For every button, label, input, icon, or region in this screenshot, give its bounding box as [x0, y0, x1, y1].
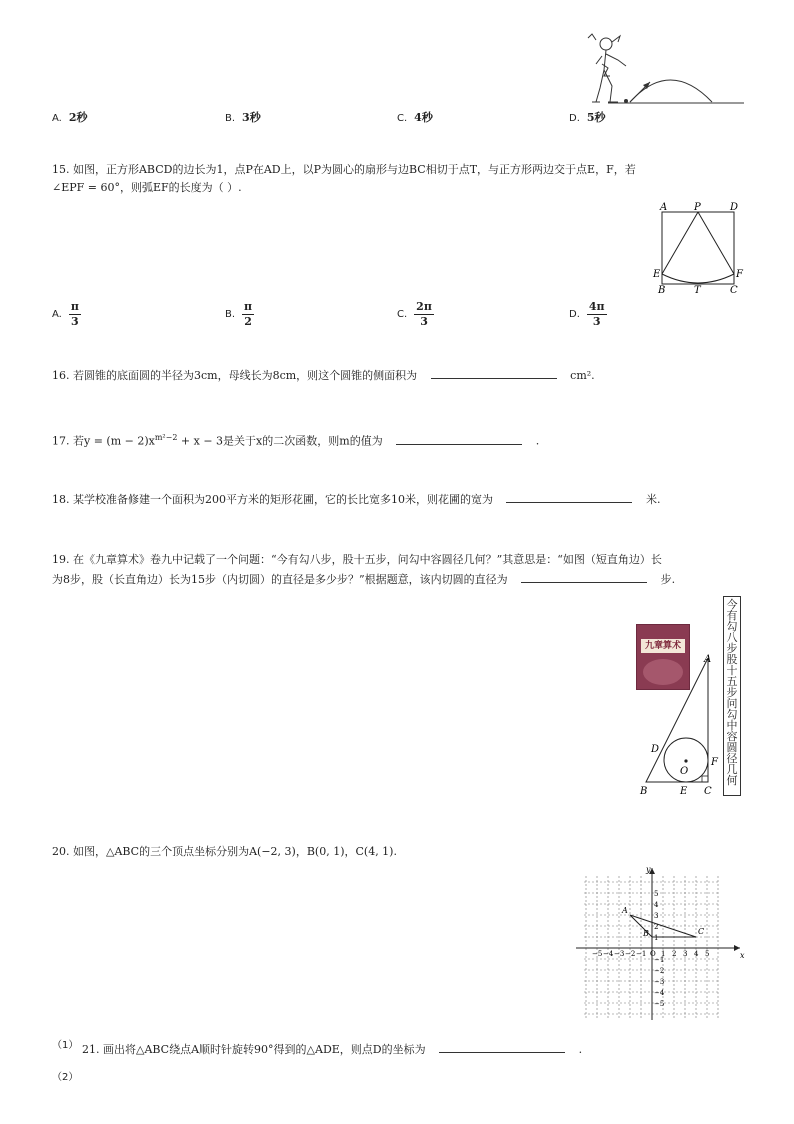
x-tick-label: O [650, 950, 656, 958]
tri-label-d: D [651, 744, 660, 755]
q15-option-c: C. $\frac{2\pi}{3}$ [397, 300, 432, 328]
y-tick-label: −3 [654, 978, 665, 986]
label-t: T [694, 285, 701, 296]
q18-stem: 18. 某学校准备修建一个面积为200平方米的矩形花圃，它的长比宽多10米，则花圃的宽为 米. [52, 490, 660, 510]
y-tick-label: 1 [654, 934, 659, 942]
label-a: A [660, 202, 668, 213]
sub1-stem: 21. 画出将△ABC绕点A顺时针旋转90°得到的△ADE，则点D的坐标为 . [82, 1040, 582, 1060]
x-tick-label: 4 [694, 950, 699, 958]
book-title: 九章算术 [641, 639, 685, 653]
q19-stem-line2: 为8步，股（长直角边）长为15步（内切圆）的直径是多少步？”根据题意，该内切圆的直径为 步. [52, 570, 675, 590]
q14-option-b: B. 3秒 [225, 111, 261, 124]
q14-option-a: A. 2秒 [52, 111, 88, 124]
y-tick-label: −1 [654, 956, 665, 964]
x-tick-label: 2 [672, 950, 677, 958]
q15-option-b: B. $\frac{\pi}{2}$ [225, 300, 253, 328]
tri-label-o: O [680, 766, 689, 777]
q14-option-d: D. 5秒 [569, 111, 606, 124]
tri-label-e: E [680, 786, 688, 797]
y-tick-label: −5 [654, 1000, 665, 1008]
q19-stem-line1: 19. 在《九章算术》卷九中记载了一个问题：“今有勾八步，股十五步，问勾中容圆径几何？”其意思是：“如图（短直角边）长 [52, 553, 662, 566]
sub1-answer-blank[interactable] [439, 1040, 565, 1053]
axis-y-label: y [646, 865, 651, 874]
tri-label-a: A [704, 654, 712, 665]
q15-stem-line1: 15. 如图，正方形ABCD的边长为1，点P在AD上，以P为圆心的扇形与边BC相切于点T，与正方形两边交于点E，F，若 [52, 163, 636, 176]
label-e: E [653, 269, 661, 280]
q20-stem: 20. 如图，△ABC的三个顶点坐标分别为A(−2, 3)，B(0, 1)，C(4, 1). [52, 845, 397, 858]
y-tick-label: −4 [654, 989, 665, 997]
label-f: F [736, 269, 743, 280]
q16-stem: 16. 若圆锥的底面圆的半径为3cm，母线长为8cm，则这个圆锥的侧面积为 cm². [52, 366, 595, 386]
sub2-number: （2） [52, 1072, 79, 1083]
label-b: B [658, 285, 666, 296]
x-tick-label: −2 [625, 950, 636, 958]
tri-label-f: F [711, 757, 718, 768]
axis-x-label: x [740, 951, 745, 960]
point-a-label: A [622, 906, 628, 915]
tri-label-c: C [704, 786, 712, 797]
y-tick-label: 4 [654, 901, 659, 909]
y-tick-label: −2 [654, 967, 665, 975]
q14-option-c: C. 4秒 [397, 111, 433, 124]
q15-option-a: A. $\frac{\pi}{3}$ [52, 300, 79, 328]
y-tick-label: 5 [654, 890, 659, 898]
vertical-classical-text: 今有勾八步股十五步问勾中容圆径几何 [723, 596, 741, 796]
q15-option-d: D. $\frac{4\pi}{3}$ [569, 300, 605, 328]
golfer-figure [578, 30, 744, 106]
y-tick-label: 2 [654, 923, 659, 931]
q17-stem: 17. 若$y = (m - 2)x^{m^2-2} + x - 3$是关于x的二次函数，则m的值为 . [52, 433, 540, 448]
point-c-label: C [698, 927, 705, 936]
q20-coordinate-grid [572, 862, 748, 1024]
tri-label-b: B [640, 786, 648, 797]
q15-square-figure [650, 200, 746, 296]
x-tick-label: −5 [592, 950, 603, 958]
q19-triangle-figure [636, 650, 722, 798]
sub1-number: （1） [52, 1040, 79, 1051]
x-tick-label: −4 [603, 950, 614, 958]
q17-answer-blank[interactable] [396, 432, 522, 445]
x-tick-label: −3 [614, 950, 625, 958]
y-tick-label: 3 [654, 912, 659, 920]
q19-answer-blank[interactable] [521, 570, 647, 583]
q16-answer-blank[interactable] [431, 366, 557, 379]
x-tick-label: 1 [661, 950, 666, 958]
point-b-label: B [643, 929, 649, 938]
q18-answer-blank[interactable] [506, 490, 632, 503]
x-tick-label: −1 [636, 950, 647, 958]
label-c: C [730, 285, 738, 296]
x-tick-label: 5 [705, 950, 710, 958]
x-tick-label: 3 [683, 950, 688, 958]
label-d: D [730, 202, 739, 213]
q15-stem-line2: ∠EPF = 60°，则弧EF的长度为（ ）. [52, 181, 242, 194]
label-p: P [694, 202, 701, 213]
